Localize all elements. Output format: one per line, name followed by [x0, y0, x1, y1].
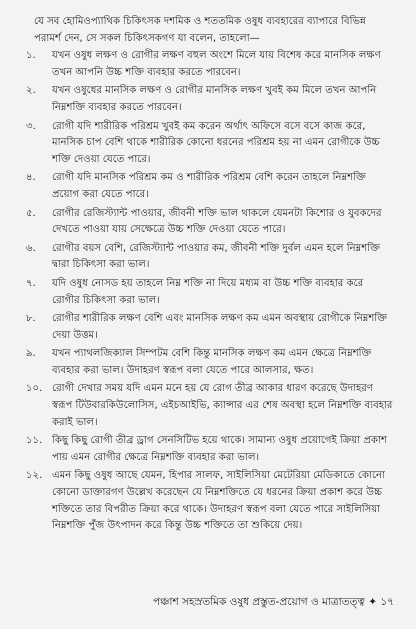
list-item-number: ৯. [26, 348, 36, 360]
list-item [26, 241, 394, 274]
list-item-number: ১২. [26, 470, 43, 482]
list-item-number: ৮. [26, 313, 36, 325]
list-item-text: যখন ওষুধ লক্ষণ ও রোগীর লক্ষণ বহুল অংশে মিলে যায় বিশেষ করে মানসিক লক্ষণ তখন আপনি উচ্চ শক্তি ব্যবহার করতে পারবেন। [52, 50, 381, 78]
list-item-text: রোগীর শারীরিক লক্ষণ বেশি এবং মানসিক লক্ষণ কম এমন অবস্থায় রোগীকে নিম্নশক্তি দেয়া উত্তম। [52, 313, 387, 341]
list-item-number: ১. [26, 50, 36, 62]
list-item-text: যখন প্যাথলজিক্যাল সিম্পটম বেশি কিন্তু মানসিক লক্ষণ কম এমন ক্ষেত্রে নিম্নশক্তি ব্যবহার করা ভাল। উদাহরণ স্বরূপ বলা যেতে পারে আলসার, ক্ষত। [52, 348, 372, 376]
list-item-number: ৩. [26, 120, 36, 132]
list-item-number: ৫. [26, 207, 36, 219]
list-item [26, 83, 394, 116]
list-item-text: রোগী যদি শারীরিক পরিশ্রম খুবই কম করেন অর্থাৎ অফিসে বসে বসে কাজ করে, মানসিক চাপ বেশি থাকে শারীরিক কোনো ধরনের পরিশ্রম হয় না এমন রোগীকে উচ্চ শক্তি দেওয়া যেতে পারে। [52, 120, 380, 165]
list-item [26, 381, 394, 431]
list-item [26, 119, 394, 169]
list-item [26, 276, 394, 309]
list-item-text: যখন ওষুধের মানসিক লক্ষণ ও রোগীর মানসিক লক্ষণ খুবই কম মিলে তখন আপনি নিম্নশক্তি ব্যবহার করতে পারবেন। [52, 85, 377, 113]
list-item [26, 311, 394, 344]
list-item-number: ৬. [26, 242, 36, 254]
list-item-text: রোগীর রেজিস্ট্যান্ট পাওয়ার, জীবনী শক্তি ভাল থাকলে যেমনটা কিশোর ও যুবকদের দেখতে পাওয়া যায় সেক্ষেত্রে উচ্চ শক্তি দেওয়া যেতে পারে। [52, 207, 382, 236]
list-item [26, 170, 394, 203]
list-item [26, 468, 394, 534]
list-item [26, 346, 394, 379]
intro-paragraph: যে সব হোমিওপ্যাথিক চিকিৎসক দশমিক ও শততমিক ওষুধ ব্যবহারের ব্যাপারে বিভিন্ন পরামর্শ দেন, সে সকল চিকিৎসকগণ যা বলেন, তাহলো— [34, 16, 366, 44]
list-item [26, 433, 394, 466]
list-item-number: ৭. [26, 277, 36, 289]
list-item-text: রোগী দেখার সময় যদি এমন মনে হয় যে রোগ তীব্র আকার ধারণ করেছে উদাহরণ স্বরূপ টিউবারকিউলোসিস, এইচআইভি, ক্যান্সার এর শেষ অবস্থা হলে নিম্নশক্তি ব্যবহার করাই ভাল। [52, 383, 393, 428]
list-item-text: রোগীর বয়স বেশি, রেজিস্ট্যান্ট পাওয়ার কম, জীবনী শক্তি দুর্বল এমন হলে নিম্নশক্তি দ্বারা চিকিৎসা করা ভাল। [52, 242, 380, 271]
page-footer: পঞ্চাশ সহস্রতমিক ওষুধ প্রস্তুত-প্রয়োগ ও মাত্রাতত্ত্ব ✦ ১৭ [153, 596, 394, 608]
list-item-number: ২. [26, 85, 36, 97]
list-item-text: কিছু কিছু রোগী তীব্র ড্রাগ সেনসিটিভ হয়ে থাকে। সামান্য ওষুধ প্রয়োগেই ক্রিয়া প্রকাশ পায় এমন রোগীর ক্ষেত্রে নিম্নশক্তি ব্যবহার করা ভাল। [52, 435, 387, 463]
list-item-text: এমন কিছু ওষুধ আছে যেমন, হিপার সালফ, সাইলিসিয়া মেটেরিয়া মেডিকাতে কোনো কোনো ডাক্তারগণ উল্লেখ করেছেন যে নিম্নশক্তিতে যে ধরনের ক্রিয়া প্রকাশ করে উচ্চ শক্তিতে তার বিপরীত ক্রিয়া করে থাকে। উদাহরণ স্বরূপ বলা যেতে পারে সাইলিসিয়া নিম্নশক্তি পুঁজ উৎপাদন করে কিন্তু উচ্চ শক্তিতে তা শুকিয়ে দেয়। [52, 470, 386, 532]
list-item [26, 206, 394, 239]
numbered-list [26, 48, 394, 535]
list-item-number: ১০. [26, 383, 43, 395]
list-item-number: ১১. [26, 435, 43, 447]
list-item [26, 48, 394, 81]
list-item-text: যদি ওষুধ নোসড হয় তাহলে নিম্ন শক্তি না দিয়ে মধ্যম বা উচ্চ শক্তি ব্যবহার করে রোগীর চিকিৎসা করা ভাল। [52, 277, 364, 306]
list-item-number: ৪. [26, 172, 36, 184]
list-item-text: রোগী যদি মানসিক পরিশ্রম কম ও শারীরিক পরিশ্রম বেশি করেন তাহলে নিম্নশক্তি প্রয়োগ করা যেতে পারে। [52, 172, 366, 200]
